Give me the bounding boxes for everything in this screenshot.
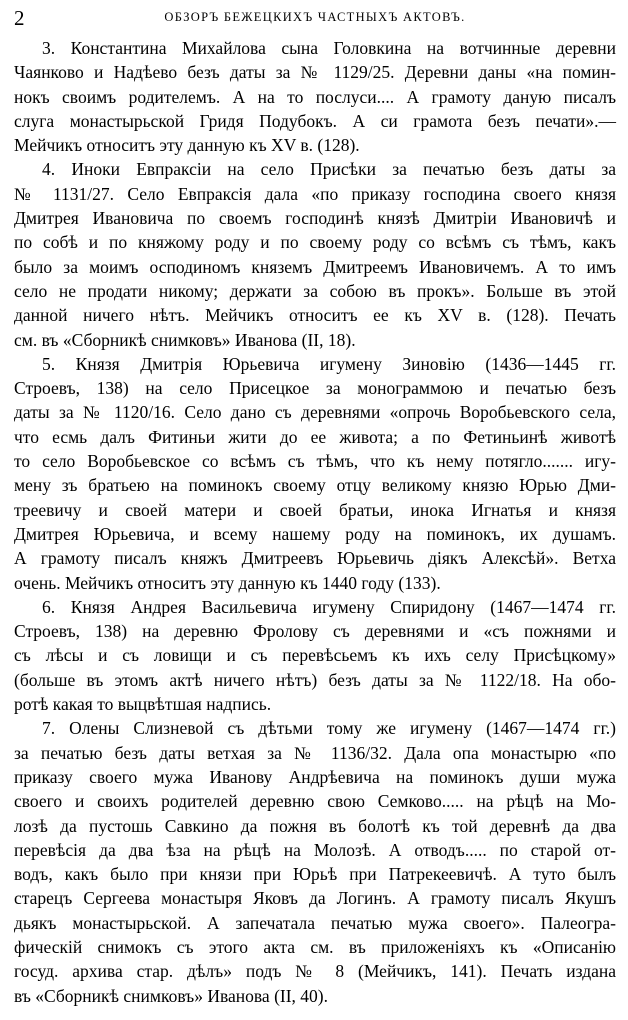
text-line: по собѣ и по княжому роду и по своему роду со всѣмъ съ тѣмъ, какъ: [14, 232, 616, 253]
text-line: старецъ Сергеева монастыря Яковъ да Логинъ. А грамоту писалъ Якушъ: [14, 888, 616, 909]
text-line: Мейчикъ относитъ эту данную къ XV в. (128).: [14, 135, 360, 156]
document-body: [14, 36, 616, 1008]
text-line: то село Воробьевское со всѣмъ съ тѣмъ, что къ нему потягло....... игу-: [14, 451, 616, 472]
text-line: см. въ «Сборникѣ снимковъ» Иванова (II, 18).: [14, 329, 356, 350]
text-line: фическій снимокъ съ этого акта см. въ приложеніяхъ къ «Описанію: [14, 936, 616, 957]
text-line: слуга монастырьской Гридя Подубокъ. А си грамота безъ печати».—: [14, 110, 616, 131]
text-line: что есмь далъ Фитиньи жити до ее живота; а по Фетиньинѣ животѣ: [14, 426, 616, 447]
entry-paragraph: [14, 36, 616, 157]
page-number: 2: [14, 6, 25, 30]
text-line: Чаянково и Надѣево безъ даты за № 1129/25. Деревни даны «на помин-: [14, 62, 616, 83]
text-line: мену зъ братьею на поминокъ своему отцу великому князю Юрью Дми-: [14, 475, 616, 496]
page-header: [14, 8, 616, 36]
text-line: было за моимъ осподиномъ княземъ Дмитреемъ Ивановичемъ. А то имъ: [14, 256, 616, 277]
text-line: даты за № 1120/16. Село дано съ деревнями «опрочь Воробьевского села,: [14, 402, 616, 423]
text-line: село не продати никому; держати за собою въ прокъ». Больше въ этой: [14, 280, 616, 301]
text-line: Дмитрея Юрьевича, и всему нашему роду на поминокъ, их душамъ.: [14, 523, 616, 544]
text-line: въ «Сборникѣ снимковъ» Иванова (II, 40).: [14, 985, 329, 1006]
text-line: приказу своего мужа Иванову Андрѣевича на поминокъ души мужа: [14, 766, 616, 787]
text-line: Строевъ, 138) на село Присецкое за монограммою и печатью безъ: [14, 378, 616, 399]
text-line: данной ничего нѣтъ. Мейчикъ относитъ ее къ XV в. (128). Печать: [14, 305, 616, 326]
entry-paragraph: [14, 595, 616, 716]
text-line: госуд. архива стар. дѣлъ» подъ № 8 (Мейчикъ, 141). Печать издана: [14, 961, 616, 982]
text-line: 7. Олены Слизневой съ дѣтьми тому же игумену (1467—1474 гг.): [42, 718, 616, 739]
text-line: за печатью безъ даты ветхая за № 1136/32. Дала опа монастырю «по: [14, 742, 616, 763]
text-line: Дмитрея Ивановича по своемъ господинѣ князѣ Дмитріи Ивановичѣ и: [14, 208, 616, 229]
text-line: 5. Князя Дмитрія Юрьевича игумену Зиновію (1436—1445 гг.: [42, 353, 616, 374]
text-line: своего и своихъ родителей деревню свою Семково..... на рѣцѣ на Мо-: [14, 791, 616, 812]
text-line: дьякъ монастырьской. А запечатала печатью мужа своего». Палеогра-: [14, 912, 616, 933]
text-line: водъ, какъ было при князи при Юрьѣ при Патрекеевичѣ. А туто былъ: [14, 864, 616, 885]
text-line: Строевъ, 138) на деревню Фролову съ деревнями и «съ пожнями и: [14, 621, 616, 642]
text-line: треевичу и своей матери и своей братьи, инока Игнатья и князя: [14, 499, 616, 520]
text-line: очень. Мейчикъ относитъ эту данную къ 1440 году (133).: [14, 572, 441, 593]
text-line: ротѣ какая то выцвѣтшая надпись.: [14, 694, 272, 715]
text-line: 4. Иноки Евпраксіи на село Присѣки за печатью безъ даты за: [42, 159, 616, 180]
text-line: 6. Князя Андрея Васильевича игумену Спиридону (1467—1474 гг.: [42, 596, 616, 617]
text-line: № 1131/27. Село Евпраксія дала «по приказу господина своего князя: [14, 183, 616, 204]
running-title: ОБЗОРЪ БЕЖЕЦКИХЪ ЧАСТНЫХЪ АКТОВЪ.: [164, 10, 466, 24]
entry-paragraph: [14, 716, 616, 1008]
entry-paragraph: [14, 352, 616, 595]
text-line: А грамоту писалъ княжъ Дмитреевъ Юрьевичь діякъ Алексѣй». Ветха: [14, 548, 616, 569]
text-line: съ лѣсы и съ ловищи и съ перевѣсьемъ къ ихъ селу Присѣцкому»: [14, 645, 616, 666]
text-line: (больше въ этомъ актѣ ничего нѣтъ) безъ даты за № 1122/18. На обо-: [14, 669, 616, 690]
text-line: перевѣсія да два ѣза на рѣцѣ на Молозѣ. А отводъ..... по старой от-: [14, 839, 616, 860]
text-line: лозѣ да пустошь Савкино да пожня въ болотѣ къ той деревнѣ да два: [14, 815, 616, 836]
entry-paragraph: [14, 157, 616, 351]
text-line: 3. Константина Михайлова сына Головкина на вотчинные деревни: [42, 38, 616, 58]
text-line: нокъ своимъ родителемъ. А на то послуси.... А грамоту даную писалъ: [14, 86, 616, 107]
